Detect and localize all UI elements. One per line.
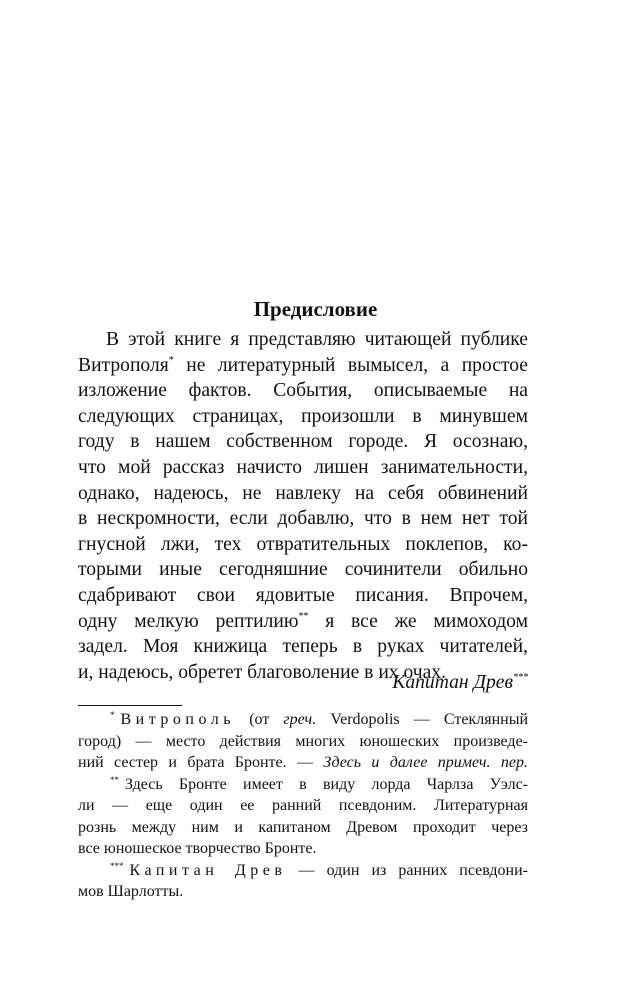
footnotes <box>78 709 528 903</box>
footnote-3 <box>78 860 528 882</box>
footnote-ref-1: * <box>168 354 174 366</box>
text-line <box>78 378 528 404</box>
footnote-term: Капитан Древ <box>129 861 287 879</box>
text-line-content: сдабривают свои ядовитые писания. Впрочем, <box>78 584 528 606</box>
text-line <box>78 429 528 455</box>
footnote-1 <box>78 709 528 731</box>
footnote-line <box>78 752 528 774</box>
text-line-content: следующих страницах, произошли в минувшем <box>78 405 528 427</box>
footnote-text: греч. <box>283 711 317 728</box>
text-line <box>78 609 528 635</box>
footnote-text: Verdopolis — Стеклянный <box>330 711 528 728</box>
footnote-line: ли — еще один ее ранний псевдоним. Литературная <box>78 797 528 814</box>
text-line-content: торыми иные сегодняшние сочинители обильно <box>78 559 528 581</box>
footnote-text: Здесь и далее примеч. пер. <box>323 754 528 771</box>
text-line <box>78 583 528 609</box>
text-line <box>78 532 528 558</box>
text-line-content: В этой книге я представляю читающей публике <box>106 329 528 350</box>
footnote-mark: ** <box>110 774 119 785</box>
footnote-line: город) — место действия многих юношеских произведе- <box>78 732 528 750</box>
text-line-content: я все же мимоходом <box>325 610 528 632</box>
text-line-content: в нескромности, если добавлю, что в нем нет той <box>78 508 528 530</box>
text-line <box>78 353 528 379</box>
text-line <box>78 634 528 660</box>
footnote-term: Витрополь <box>120 711 236 728</box>
preface-body <box>78 327 528 685</box>
author-signature <box>78 670 528 696</box>
footnote-line: все юношеское творчество Бронте. <box>78 840 317 857</box>
text-line-content: одну мелкую рептилию <box>78 610 299 632</box>
footnote-2 <box>78 774 528 796</box>
preface-title: Предисловие <box>253 297 378 321</box>
footnote-ref-3: *** <box>513 672 528 683</box>
text-line-content: Витрополя <box>78 354 169 376</box>
footnote-divider <box>78 705 182 706</box>
text-line <box>78 327 528 353</box>
text-line <box>78 481 528 507</box>
footnote-ref-2: ** <box>298 610 309 622</box>
footnote-text: — один из ранних псевдони- <box>298 861 529 879</box>
signature-text: Капитан Древ <box>392 672 513 693</box>
footnote-text: ний сестер и брата Бронте. — <box>78 754 313 771</box>
text-line <box>78 557 528 583</box>
text-line-content: задел. Моя книжица теперь в руках читателей, <box>78 636 528 658</box>
footnote-text: Здесь Бронте имеет в виду лорда Чарлза Уэлс- <box>125 775 528 793</box>
footnote-line: рознь между ним и капитаном Древом проходит через <box>78 818 528 836</box>
text-line-content: однако, надеюсь, не навлеку на себя обвинений <box>78 482 528 504</box>
text-line <box>78 506 528 532</box>
footnote-mark: * <box>110 710 115 720</box>
footnote-line: мов Шарлотты. <box>78 883 184 900</box>
text-line-content: и, надеюсь, обретет благоволение в их очах. <box>78 661 447 683</box>
text-line-content: году в нашем собственном городе. Я осознаю, <box>78 431 528 453</box>
text-line <box>78 404 528 430</box>
text-line-content: не литературный вымысел, а простое <box>186 354 528 376</box>
text-line <box>78 455 528 481</box>
text-line-content: гнусной лжи, тех отвратительных поклепов, ко- <box>78 533 528 555</box>
footnote-mark: *** <box>110 860 124 871</box>
footnote-text: (от <box>249 711 270 728</box>
text-line-content: что мой рассказ начисто лишен занимательности, <box>78 456 528 478</box>
text-line-content: изложение фактов. События, описываемые на <box>78 380 528 402</box>
